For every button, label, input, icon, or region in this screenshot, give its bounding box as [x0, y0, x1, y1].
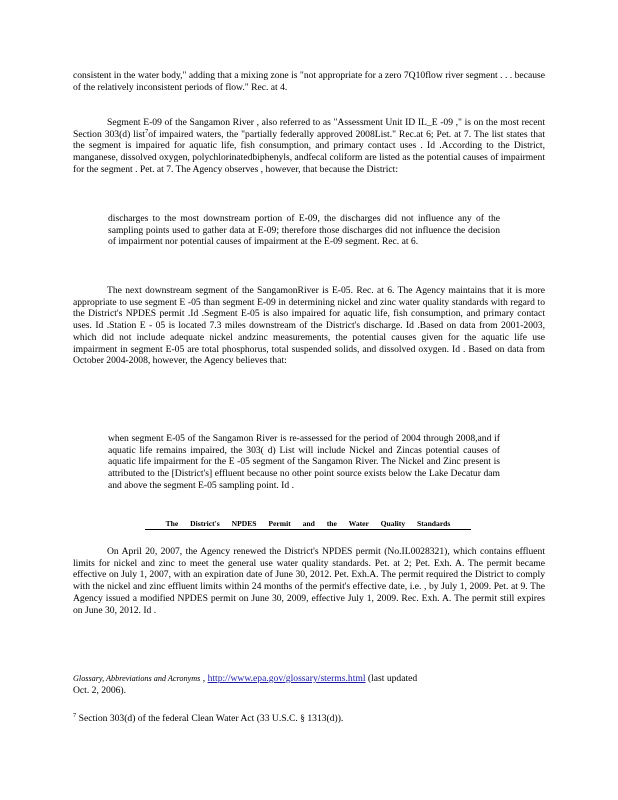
glossary-link[interactable]: http://www.epa.gov/glossary/sterms.html	[207, 673, 366, 684]
footnote-6-separator: ,	[200, 673, 208, 684]
footnote-7	[73, 713, 545, 725]
section-heading: The District's NPDES Permit and the Water Quality Standards	[145, 519, 471, 530]
footnote-7-text: Section 303(d) of the federal Clean Water Act (33 U.S.C. § 1313(d)).	[76, 713, 344, 724]
footnote-6-title: Glossary, Abbreviations and Acronyms	[73, 674, 201, 683]
footnote-7-number: 7	[73, 711, 77, 719]
paragraph-2-text-b: of impaired waters, the "partially federally approved 2008List." Rec.at 6; Pet. at 7. The list states that the segment is impaired for aquatic life, fish consumption, and primary contact uses . Id .According to the District, manganese, dissolved oxygen, polychlorinatedbiphenyls, andfecal coliform are listed as the potential causes of impairment for the segment . Pet. at 7. The Agency observes , however, that because the District:	[73, 128, 545, 175]
paragraph-2-text-a: Segment E-09 of the Sangamon River , also referred to as "Assessment Unit ID IL_E -09 ," is on the most recent Section 303(d) list	[73, 117, 545, 140]
footnote-6-tail: (last updated	[365, 673, 418, 684]
paragraph-1: consistent in the water body," adding that a mixing zone is "not appropriate for a zero 7Q10flow river segment . . . because of the relatively inconsistent periods of flow." Rec. at 4.	[73, 70, 545, 93]
footnote-6	[73, 673, 545, 696]
paragraph-2	[73, 117, 545, 176]
block-quote-2: when segment E-05 of the Sangamon River is re-assessed for the period of 2004 through 2008,and if aquatic life remains impaired, the 303( d) List will include Nickel and Zincas potential causes of aquatic life impairment for the E -05 segment of the Sangamon River. The Nickel and Zinc present is attributed to the [District's] effluent because no other point source exists below the Lake Decatur dam and above the segment E-05 sampling point. Id .	[108, 433, 500, 491]
block-quote-1: discharges to the most downstream portion of E-09, the discharges did not influence any of the sampling points used to gather data at E-09; therefore those discharges did not influence the decision of impairment nor potential causes of impairment at the E-09 segment. Rec. at 6.	[108, 213, 500, 248]
footnote-6-date: Oct. 2, 2006).	[73, 684, 127, 696]
paragraph-4: On April 20, 2007, the Agency renewed the District's NPDES permit (No.IL0028321), which contains effluent limits for nickel and zinc to meet the general use water quality standards. Pet. at 2; Pet. Exh. A. The permit became effective on July 1, 2007, with an expiration date of June 30, 2012. Pet. Exh.A. The permit required the District to comply with the nickel and zinc effluent limits within 24 months of the permit's effective date, i.e. , by July 1, 2009. Pet. at 9. The Agency issued a modified NPDES permit on June 30, 2009, effective July 1, 2009. Rec. Exh. A. The permit still expires on June 30, 2012. Id .	[73, 546, 545, 616]
footnote-ref-7[interactable]: 7	[144, 127, 149, 135]
paragraph-3: The next downstream segment of the SangamonRiver is E-05. Rec. at 6. The Agency maintains that it is more appropriate to use segment E -05 than segment E-09 in determining nickel and zinc water quality standards with regard to the District's NPDES permit .Id .Segment E-05 is also impaired for aquatic life, fish consumption, and primary contact uses. Id .Station E - 05 is located 7.3 miles downstream of the District's discharge. Id .Based on data from 2001-2003, which did not include adequate nickel andzinc measurements, the potential causes given for the aquatic life use impairment in segment E-05 are total phosphorus, total suspended solids, and dissolved oxygen. Id . Based on data from October 2004-2008, however, the Agency believes that:	[73, 285, 545, 367]
